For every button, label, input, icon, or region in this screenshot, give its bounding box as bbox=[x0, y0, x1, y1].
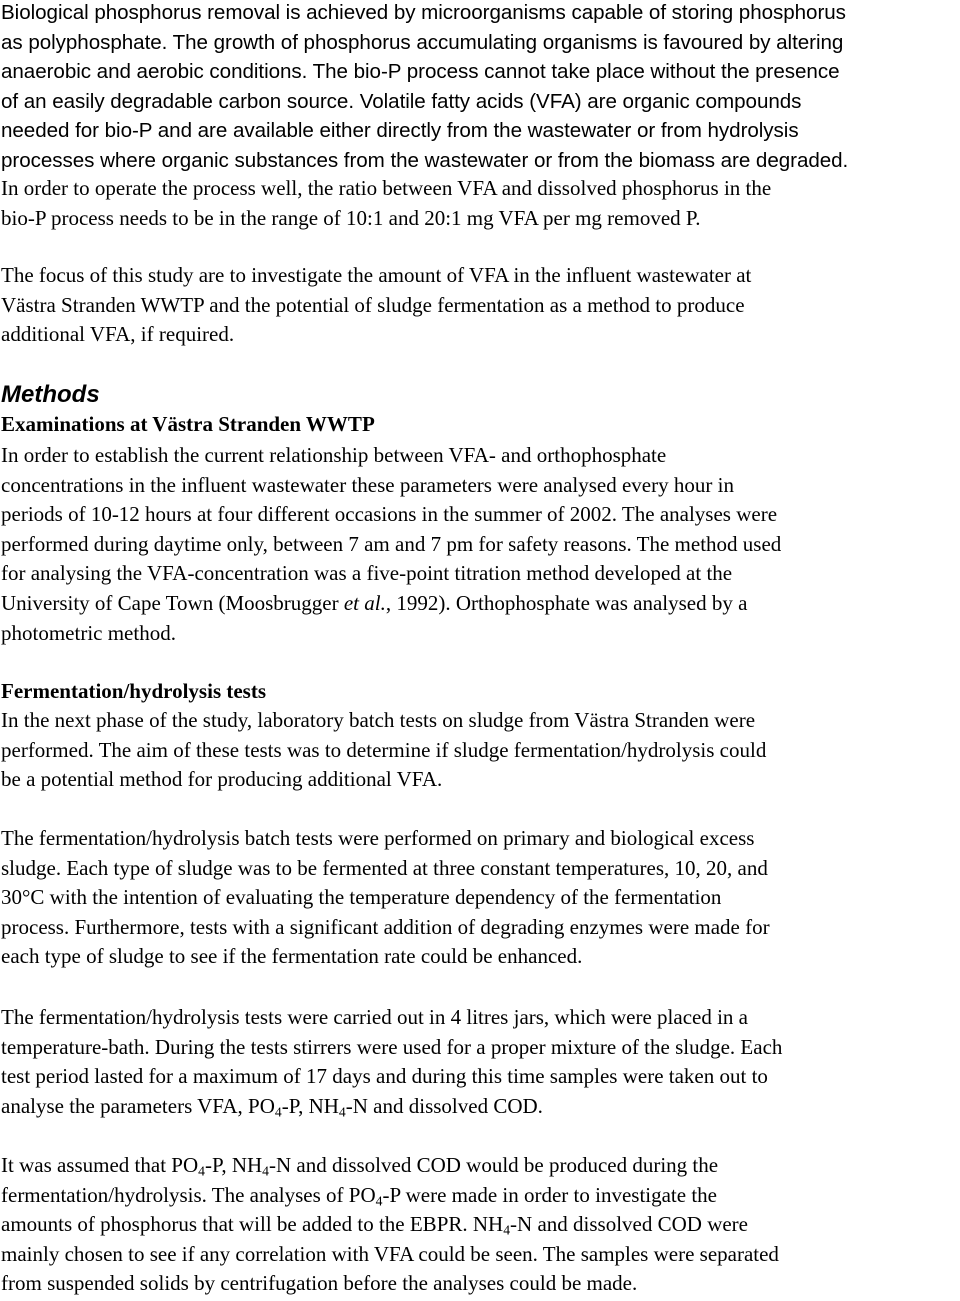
subscript: 4 bbox=[338, 1104, 346, 1120]
text-line: be a potential method for producing additional VFA. bbox=[1, 767, 443, 792]
examinations-paragraph bbox=[1, 441, 954, 648]
text-fragment: -P, NH bbox=[204, 1153, 263, 1177]
text-line: performed during daytime only, between 7 am and 7 pm for safety reasons. The method used bbox=[1, 531, 782, 556]
subscript: 4 bbox=[274, 1104, 282, 1120]
text-line: photometric method. bbox=[1, 620, 176, 645]
text-line: for analysing the VFA-concentration was a five-point titration method developed at the bbox=[1, 561, 733, 586]
text-line: processes where organic substances from the wastewater or from the biomass are degraded. bbox=[1, 148, 849, 172]
fermentation-paragraph-1 bbox=[1, 706, 954, 795]
text-fragment: , 1992). Orthophosphate was analysed by a bbox=[385, 590, 748, 615]
text-line: each type of sludge to see if the fermentation rate could be enhanced. bbox=[1, 944, 583, 969]
intro-paragraph-continued bbox=[1, 174, 954, 233]
text-fragment: -N and dissolved COD were bbox=[510, 1212, 748, 1237]
fermentation-text-3 bbox=[1, 1003, 954, 1121]
fermentation-heading: Fermentation/hydrolysis tests bbox=[1, 679, 267, 703]
text-fragment: of an easily degradable carbon source. bbox=[1, 89, 355, 113]
text-line: mainly chosen to see if any correlation with VFA could be seen. The samples were separated bbox=[1, 1241, 779, 1266]
text-fragment: analyse the parameters VFA, PO bbox=[1, 1093, 275, 1118]
examinations-heading: Examinations at Västra Stranden WWTP bbox=[1, 412, 375, 436]
fermentation-text-2 bbox=[1, 824, 954, 972]
citation-line bbox=[1, 589, 954, 619]
text-line: as polyphosphate. The growth of phosphorus accumulating organisms is favoured by altering bbox=[1, 30, 844, 54]
text-fragment: -P were made in order to investigate the bbox=[382, 1182, 717, 1207]
text-fragment: It was assumed that PO bbox=[1, 1153, 199, 1177]
focus-paragraph bbox=[1, 261, 954, 350]
text-line: Västra Stranden WWTP and the potential of sludge fermentation as a method to produce bbox=[1, 292, 745, 317]
fermentation-text-1 bbox=[1, 706, 954, 795]
fermentation-text-4 bbox=[1, 1151, 954, 1299]
text-line: from suspended solids by centrifugation before the analyses could be made. bbox=[1, 1271, 638, 1296]
text-line: bio-P process needs to be in the range of 10:1 and 20:1 mg VFA per mg removed P. bbox=[1, 205, 701, 230]
text-line bbox=[1, 1181, 954, 1211]
text-fragment: Volatile fatty acids (VFA) are organic compounds bbox=[359, 89, 802, 113]
text-line: test period lasted for a maximum of 17 days and during this time samples were taken out to bbox=[1, 1064, 768, 1089]
text-line: Biological phosphorus removal is achieved by microorganisms capable of storing phosphorus bbox=[1, 1, 846, 24]
text-line: process. Furthermore, tests with a significant addition of degrading enzymes were made for bbox=[1, 914, 770, 939]
text-line bbox=[1, 1092, 954, 1122]
text-line: additional VFA, if required. bbox=[1, 322, 235, 347]
intro-sans-text bbox=[1, 0, 954, 176]
text-line: concentrations in the influent wastewater these parameters were analysed every hour in bbox=[1, 472, 734, 497]
fermentation-paragraph-3 bbox=[1, 1003, 954, 1121]
intro-serif-text bbox=[1, 174, 954, 233]
text-fragment: fermentation/hydrolysis. The analyses of PO bbox=[1, 1182, 376, 1207]
text-line: The fermentation/hydrolysis tests were carried out in 4 litres jars, which were placed in a bbox=[1, 1005, 748, 1029]
methods-heading: Methods bbox=[1, 381, 100, 408]
subscript: 4 bbox=[198, 1163, 205, 1179]
text-line: sludge. Each type of sludge was to be fermented at three constant temperatures, 10, 20, and bbox=[1, 855, 768, 880]
text-line bbox=[1, 1210, 954, 1240]
text-line: needed for bio-P and are available either directly from the wastewater or from hydrolysis bbox=[1, 119, 799, 143]
text-line bbox=[1, 87, 954, 117]
text-line: temperature-bath. During the tests stirrers were used for a proper mixture of the sludge. Each bbox=[1, 1034, 783, 1059]
text-fragment: -N and dissolved COD would be produced during the bbox=[269, 1153, 719, 1177]
text-line bbox=[1, 1151, 954, 1181]
fermentation-paragraph-2 bbox=[1, 824, 954, 972]
text-fragment: -N and dissolved COD. bbox=[345, 1093, 543, 1118]
text-line: periods of 10-12 hours at four different occasions in the summer of 2002. The analyses were bbox=[1, 502, 778, 527]
text-fragment: -P, NH bbox=[281, 1093, 339, 1118]
text-line: performed. The aim of these tests was to determine if sludge fermentation/hydrolysis could bbox=[1, 737, 767, 762]
focus-text bbox=[1, 261, 954, 350]
intro-paragraph bbox=[1, 0, 954, 176]
fermentation-paragraph-4 bbox=[1, 1151, 954, 1299]
text-line: In order to operate the process well, the ratio between VFA and dissolved phosphorus in the bbox=[1, 176, 772, 200]
subscript: 4 bbox=[375, 1193, 383, 1208]
text-line: In the next phase of the study, laboratory batch tests on sludge from Västra Stranden were bbox=[1, 708, 756, 732]
text-fragment: University of Cape Town (Moosbrugger bbox=[1, 590, 344, 615]
text-line: anaerobic and aerobic conditions. The bio-P process cannot take place without the presence bbox=[1, 60, 840, 84]
text-line: 30°C with the intention of evaluating the temperature dependency of the fermentation bbox=[1, 885, 722, 910]
text-line: The fermentation/hydrolysis batch tests were performed on primary and biological excess bbox=[1, 826, 755, 850]
subscript: 4 bbox=[503, 1222, 511, 1238]
text-line: The focus of this study are to investigate the amount of VFA in the influent wastewater at bbox=[1, 263, 752, 287]
subscript: 4 bbox=[262, 1163, 269, 1179]
text-fragment: amounts of phosphorus that will be added to the EBPR. NH bbox=[1, 1212, 504, 1237]
et-al-italic: et al. bbox=[343, 590, 386, 615]
text-line: In order to establish the current relationship between VFA- and orthophosphate bbox=[1, 443, 667, 467]
examinations-text bbox=[1, 441, 954, 648]
